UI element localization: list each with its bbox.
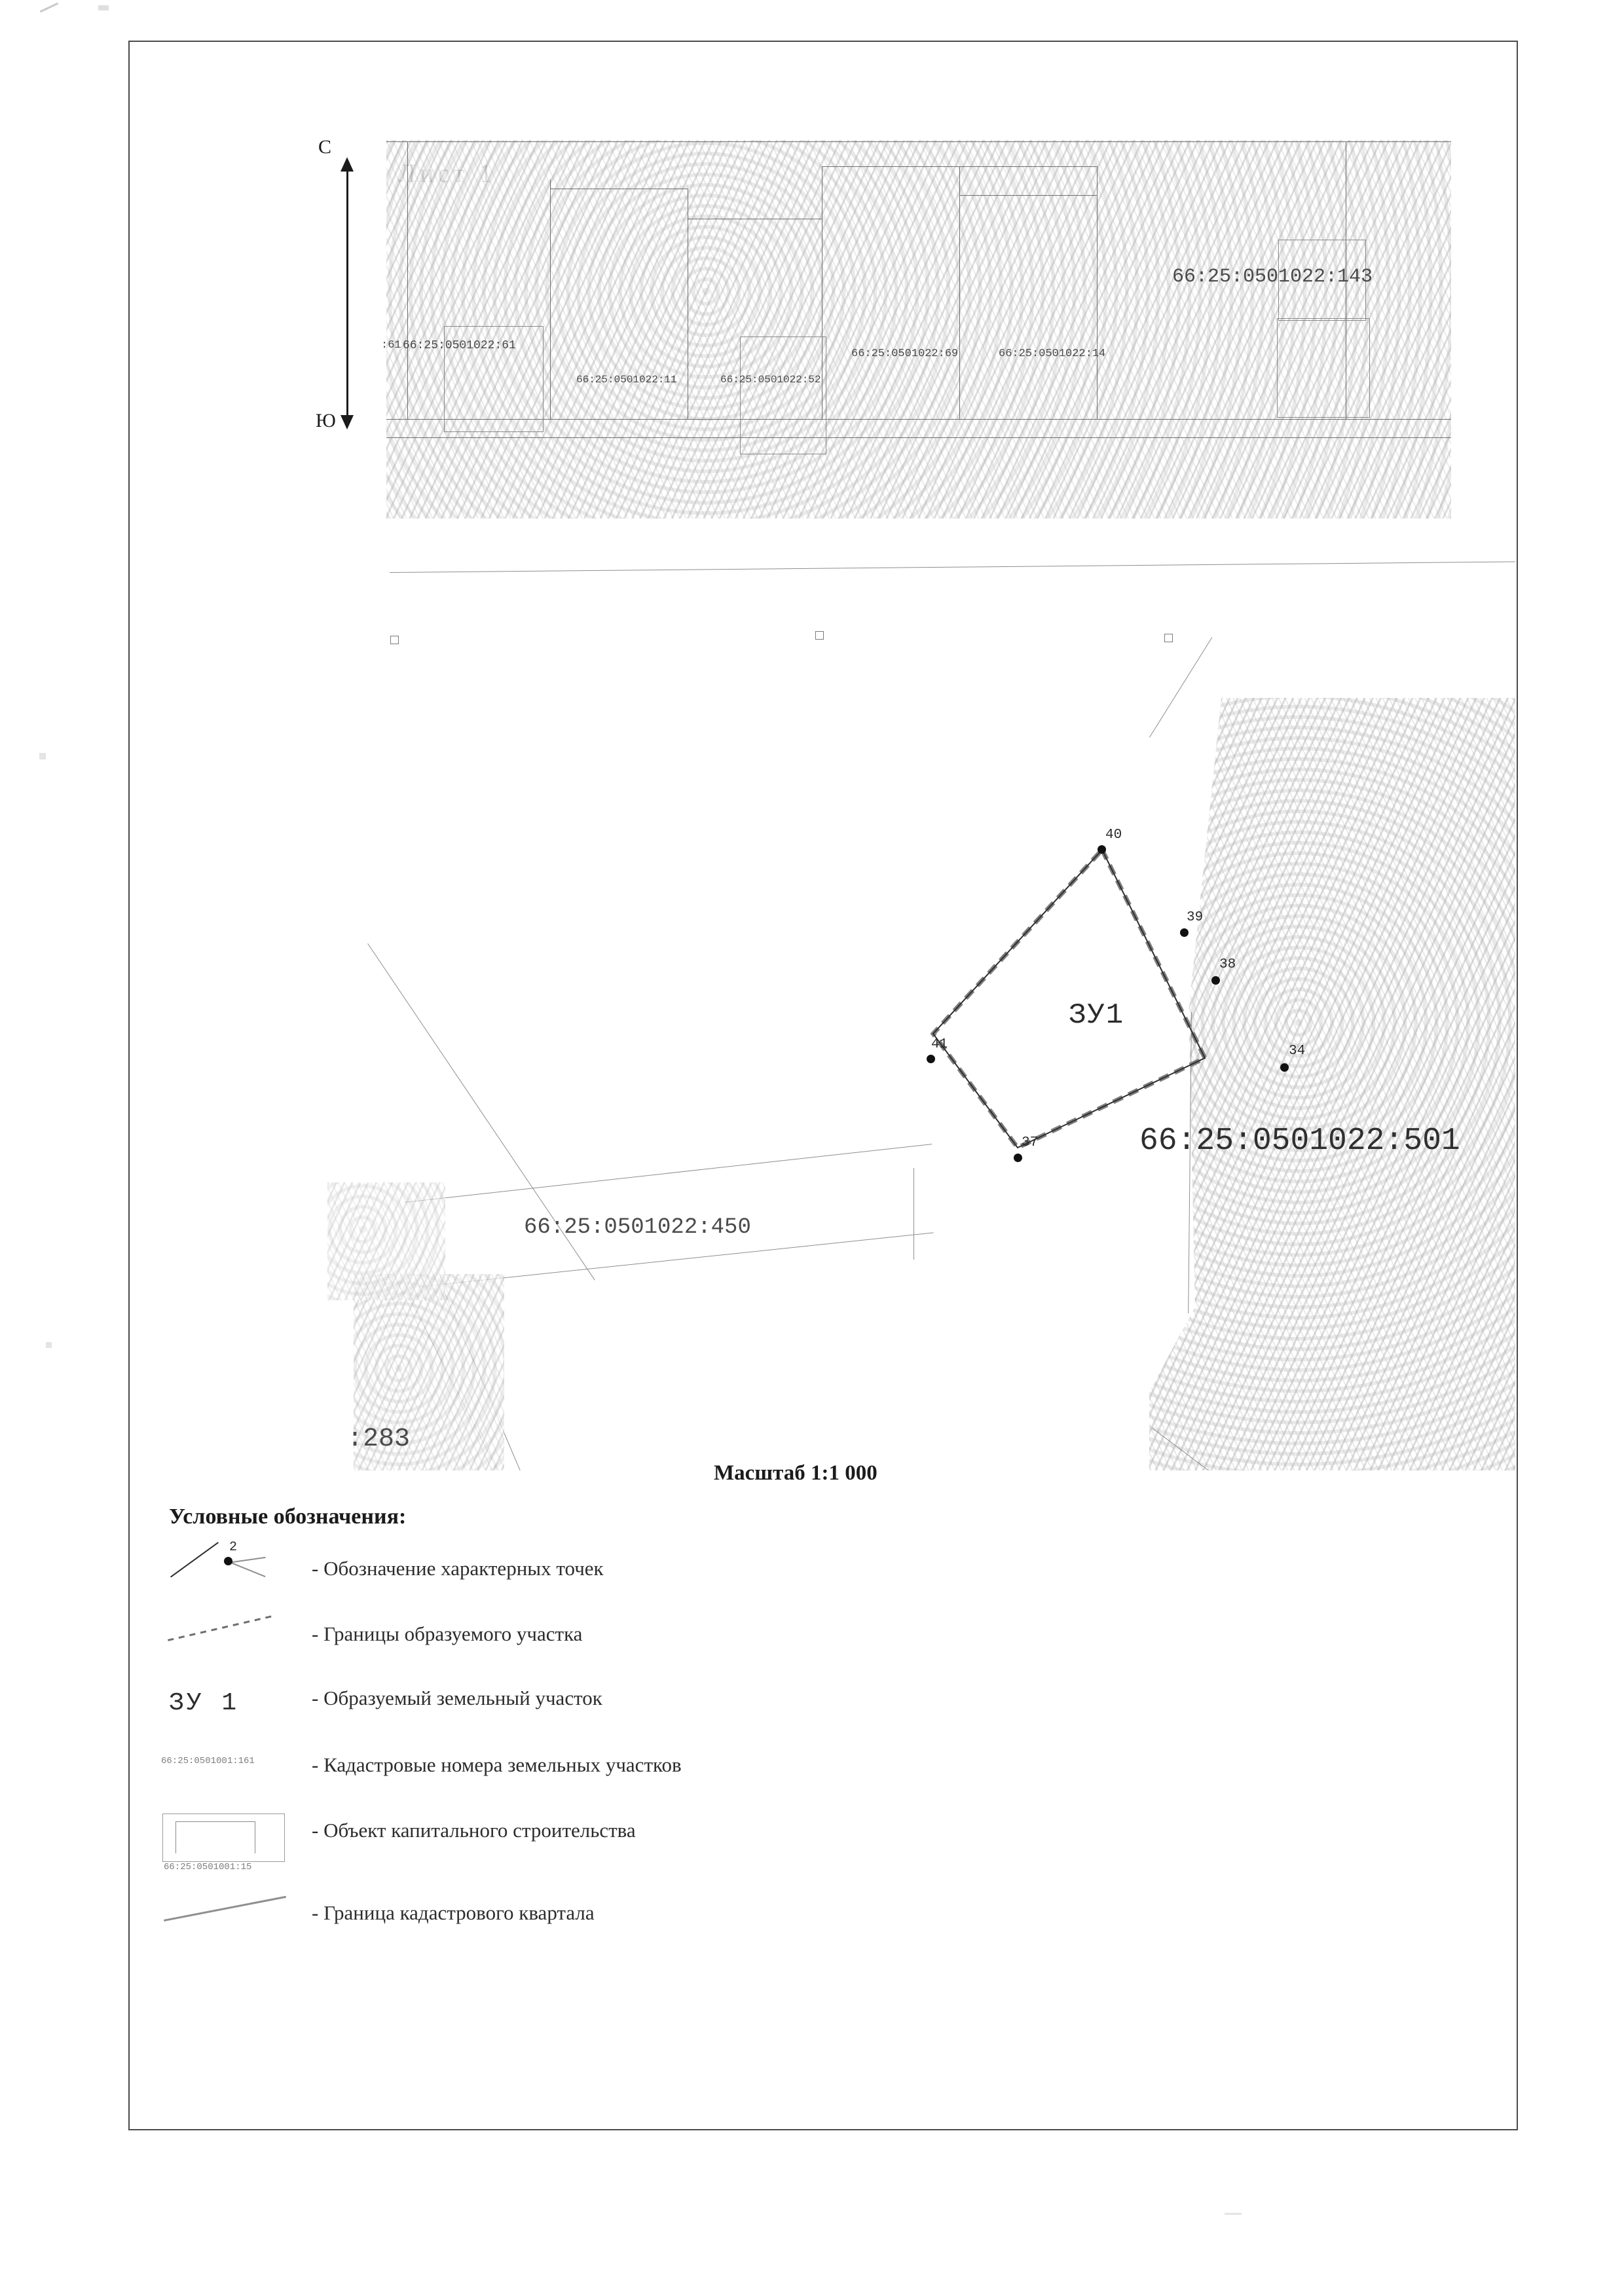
parcel-501-boundary-top [1149,637,1212,737]
scan-artifact-top-left-2 [98,5,109,10]
point-37 [1014,1154,1022,1162]
parcel-boundary [959,195,1097,196]
parcel-boundary [407,141,408,419]
scan-artifact-left-2 [46,1342,52,1348]
formed-parcel-icon [156,1675,293,1727]
cadastral-number-icon [156,1741,293,1794]
legend-label: - Образуемый земельный участок [312,1686,602,1709]
parcel-boundary [1097,166,1098,419]
boundary-marker [390,636,399,644]
cadastral-number-69: 66:25:0501022:69 [851,348,959,360]
legend-label: - Границы образуемого участка [312,1622,583,1645]
legend-label: - Объект капитального строительства [312,1819,636,1842]
point-37-label: 37 [1022,1135,1039,1150]
compass-north-label: С [318,136,332,158]
point-38 [1211,976,1220,985]
scan-artifact-top-left [40,3,58,12]
formed-parcel-boundary-icon [156,1611,293,1663]
parcel-450-boundary-right [913,1168,914,1260]
point-40 [1098,845,1106,854]
legend-label: - Обозначение характерных точек [312,1557,604,1580]
legend-item-formed-parcel-boundary [156,1611,1007,1667]
cadastral-number-14: 66:25:0501022:14 [999,348,1106,360]
scan-artifact-left [39,753,46,759]
characteristic-point-icon [156,1540,293,1597]
parcel-boundary [959,166,960,419]
cadastral-number-501: 66:25:0501022:501 [1139,1123,1460,1159]
point-34-label: 34 [1289,1044,1306,1059]
capital-construction-object-sample: 66:25:0501001:15 [164,1862,252,1872]
cadastral-quarter-boundary-horizontal [390,560,1515,573]
parcel-boundary [550,179,551,419]
legend-item-characteristic-point [156,1540,1007,1601]
boundary-marker [815,631,824,640]
parcel-boundary [386,419,1451,420]
legend-item-cadastral-quarter-boundary [156,1889,1007,1946]
point-38-label: 38 [1219,957,1236,972]
formed-parcel-sample: ЗУ 1 [169,1689,240,1717]
compass-south-label: Ю [316,410,336,431]
map-canvas [131,43,1515,1470]
legend-item-cadastral-number [156,1741,1007,1798]
cadastral-number-sample: 66:25:0501001:161 [161,1756,255,1766]
point-41 [927,1055,935,1063]
cadastral-number-450: 66:25:0501022:450 [524,1215,751,1240]
cadastral-number-61-short: :61 [381,339,401,352]
point-39 [1180,928,1189,937]
north-arrow-tail [341,415,354,429]
point-40-label: 40 [1105,828,1122,843]
parcel-boundary [386,437,1451,438]
cadastral-number-11: 66:25:0501022:11 [576,374,677,386]
formed-parcel-zu1 [884,796,1369,1189]
point-39-label: 39 [1187,910,1204,925]
legend-title: Условные обозначения: [169,1504,407,1529]
characteristic-point-sample: 2 [229,1540,238,1555]
cadastral-number-143: 66:25:0501022:143 [1172,266,1373,288]
capital-construction-object [740,337,826,454]
legend-item-capital-construction-object [156,1807,1007,1872]
scale-label: Масштаб 1:1 000 [714,1461,877,1485]
capital-construction-object-icon [156,1807,293,1872]
cadastral-number-52: 66:25:0501022:52 [720,374,821,386]
legend-label: - Граница кадастрового квартала [312,1901,595,1924]
parcel-450-boundary-diagonal [405,1144,932,1203]
boundary-marker [1164,634,1173,642]
capital-construction-object [1277,318,1370,418]
cadastral-number-61: 66:25:0501022:61 [403,339,516,352]
raster-fill-left-lower [327,1182,445,1300]
cadastral-quarter-boundary-icon [156,1889,293,1942]
north-arrow [316,136,367,443]
north-arrow-axis [346,168,348,423]
scan-artifact-bottom [1225,2213,1242,2215]
parcel-boundary [386,141,1451,142]
legend-label: - Кадастровые номера земельных участков [312,1753,682,1776]
zu1-label: ЗУ1 [1069,999,1125,1032]
point-41-label: 41 [931,1037,948,1052]
legend-item-formed-parcel [156,1675,1007,1731]
point-34 [1280,1063,1289,1072]
cadastral-number-283: :283 [347,1425,411,1454]
